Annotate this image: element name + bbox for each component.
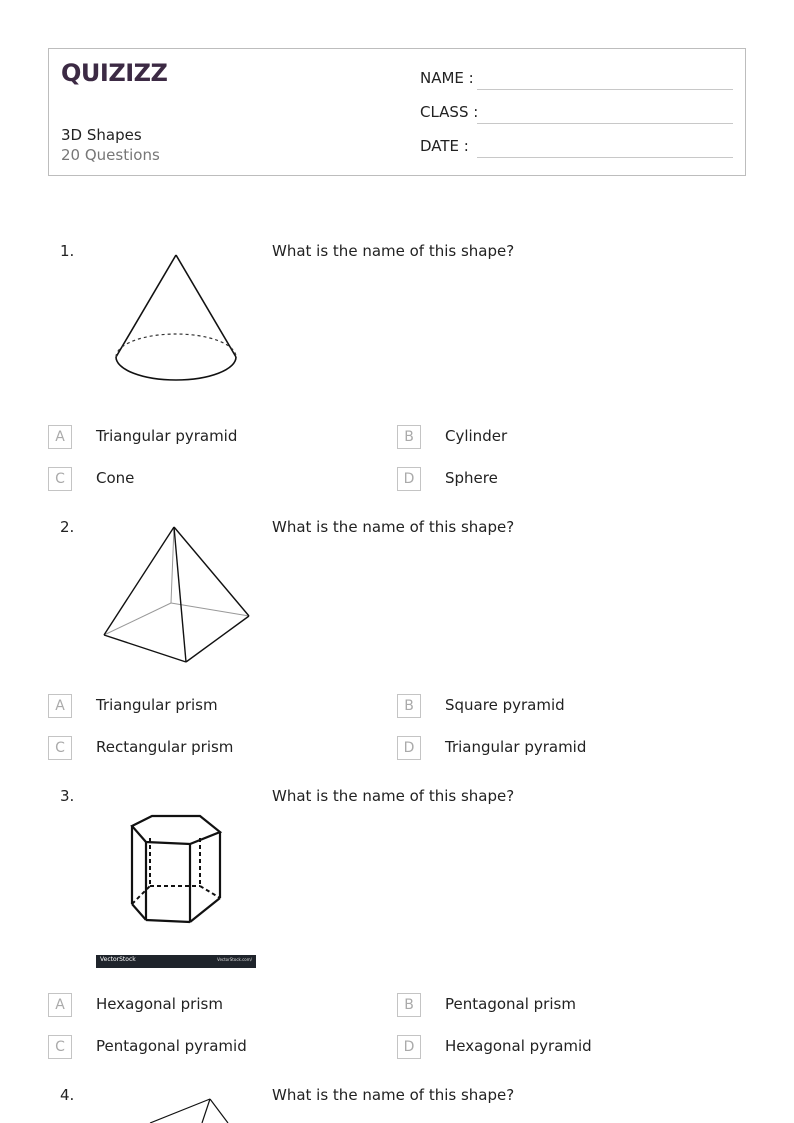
option-letter[interactable]: D	[397, 736, 421, 760]
cone-icon	[108, 248, 248, 388]
watermark-id: VectorStock.com/	[217, 957, 252, 962]
name-label: NAME :	[420, 69, 474, 87]
option-text[interactable]: Hexagonal pyramid	[445, 1037, 592, 1055]
date-line	[477, 157, 733, 158]
option-text[interactable]: Cylinder	[445, 427, 508, 445]
option-text[interactable]: Triangular pyramid	[96, 427, 238, 445]
class-label: CLASS :	[420, 103, 479, 121]
worksheet-header	[48, 48, 746, 176]
pyramid-partial-icon	[140, 1094, 240, 1123]
name-line	[477, 89, 733, 90]
question-text: What is the name of this shape?	[272, 518, 515, 536]
class-line	[477, 123, 733, 124]
question-text: What is the name of this shape?	[272, 242, 515, 260]
quizizz-logo: QUIZIZZ	[61, 59, 168, 87]
option-letter[interactable]: D	[397, 1035, 421, 1059]
option-letter[interactable]: A	[48, 694, 72, 718]
question-number: 4.	[60, 1086, 75, 1104]
option-text[interactable]: Cone	[96, 469, 135, 487]
question-number: 2.	[60, 518, 75, 536]
option-text[interactable]: Hexagonal prism	[96, 995, 223, 1013]
question-count: 20 Questions	[61, 146, 160, 164]
question-text: What is the name of this shape?	[272, 787, 515, 805]
option-text[interactable]: Square pyramid	[445, 696, 565, 714]
vectorstock-watermark	[96, 955, 256, 968]
option-letter[interactable]: B	[397, 694, 421, 718]
option-letter[interactable]: C	[48, 736, 72, 760]
option-letter[interactable]: C	[48, 467, 72, 491]
option-text[interactable]: Sphere	[445, 469, 498, 487]
option-letter[interactable]: B	[397, 425, 421, 449]
option-letter[interactable]: D	[397, 467, 421, 491]
worksheet-title: 3D Shapes	[61, 126, 142, 144]
option-text[interactable]: Triangular pyramid	[445, 738, 587, 756]
option-letter[interactable]: C	[48, 1035, 72, 1059]
option-text[interactable]: Pentagonal prism	[445, 995, 576, 1013]
question-number: 1.	[60, 242, 75, 260]
question-text: What is the name of this shape?	[272, 1086, 515, 1104]
option-text[interactable]: Triangular prism	[96, 696, 218, 714]
option-letter[interactable]: A	[48, 993, 72, 1017]
option-letter[interactable]: B	[397, 993, 421, 1017]
hexagonal-prism-icon	[120, 808, 235, 928]
date-label: DATE :	[420, 137, 469, 155]
square-pyramid-icon	[96, 520, 256, 670]
option-text[interactable]: Pentagonal pyramid	[96, 1037, 247, 1055]
option-text[interactable]: Rectangular prism	[96, 738, 234, 756]
question-number: 3.	[60, 787, 75, 805]
watermark-text: VectorStock	[100, 956, 136, 963]
option-letter[interactable]: A	[48, 425, 72, 449]
